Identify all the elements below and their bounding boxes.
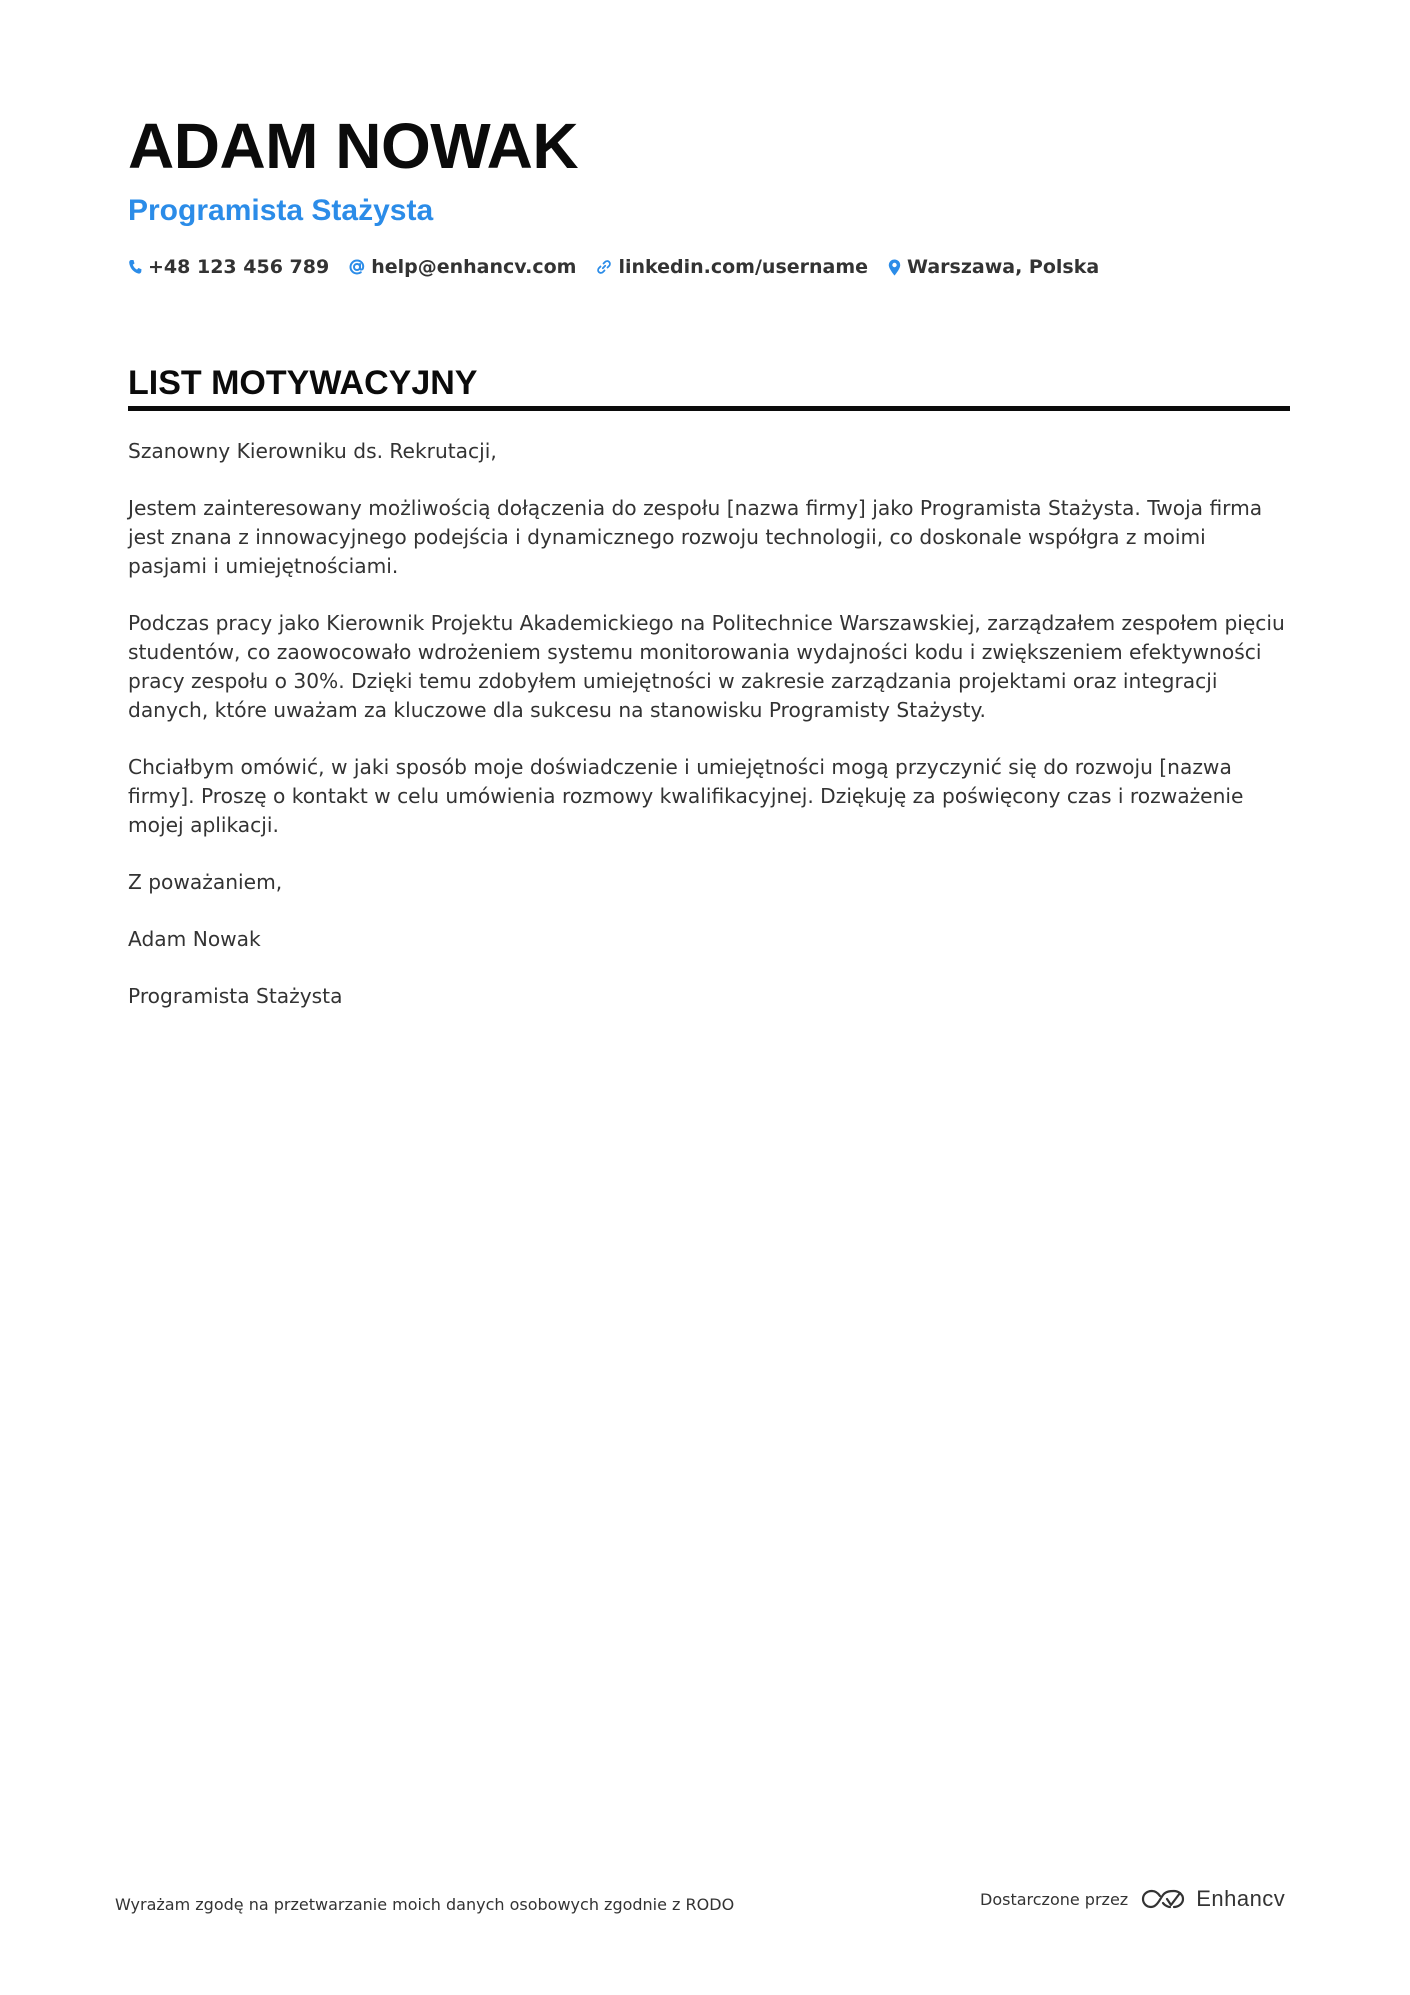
at-icon <box>349 259 371 275</box>
contact-linkedin-text: linkedin.com/username <box>618 256 869 278</box>
contact-location <box>888 256 1099 278</box>
powered-by-label: Dostarczone przez <box>980 1889 1129 1909</box>
letter-closing: Z poważaniem, <box>128 870 283 894</box>
letter-paragraph: Podczas pracy jako Kierownik Projektu Akademickiego na Politechnice Warszawskiej, zarządzałem zespołem pięciu studentów, co zaowocowało wdrożeniem systemu monitorowania wydajności kodu i zwiększeniem efektywności pracy zespołu o 30%. Dzięki temu zdobyłem umiejętności w zakresie zarządzania projektami oraz integracji danych, które uważam za kluczowe dla sukcesu na stanowisku Programisty Stażysty. <box>128 611 1285 722</box>
signature-name: Adam Nowak <box>128 927 261 951</box>
letter-paragraph: Chciałbym omówić, w jaki sposób moje doświadczenie i umiejętności mogą przyczynić się do rozwoju [nazwa firmy]. Proszę o kontakt w celu umówienia rozmowy kwalifikacyjnej. Dziękuję za poświęcony czas i rozważenie mojej aplikacji. <box>128 755 1244 837</box>
signature-title: Programista Stażysta <box>128 984 343 1008</box>
gdpr-consent-note: Wyrażam zgodę na przetwarzanie moich danych osobowych zgodnie z RODO <box>115 1895 735 1914</box>
letter-paragraph: Jestem zainteresowany możliwością dołączenia do zespołu [nazwa firmy] jako Programista Stażysta. Twoja firma jest znana z innowacyjnego podejścia i dynamicznego rozwoju technologii, co doskonale współgra z moimi pasjami i umiejętnościami. <box>128 496 1263 578</box>
location-pin-icon <box>888 259 907 276</box>
contact-email[interactable] <box>349 256 576 278</box>
contact-phone <box>128 256 329 278</box>
link-icon <box>596 259 618 275</box>
section-divider <box>128 406 1290 411</box>
enhancv-brand: Enhancv <box>1196 1886 1286 1911</box>
letter-body <box>128 437 1290 1011</box>
section-heading: LIST MOTYWACYJNY <box>128 364 478 402</box>
job-title: Programista Stażysta <box>128 194 434 227</box>
contact-bar <box>128 252 1290 282</box>
contact-linkedin[interactable] <box>596 256 868 278</box>
contact-email-text: help@enhancv.com <box>371 256 577 278</box>
phone-icon <box>128 259 148 275</box>
contact-location-text: Warszawa, Polska <box>907 256 1100 278</box>
contact-phone-text: +48 123 456 789 <box>148 256 330 278</box>
cover-letter-page <box>128 108 1290 1039</box>
powered-by[interactable] <box>980 1886 1285 1912</box>
applicant-name: ADAM NOWAK <box>128 110 579 182</box>
letter-salutation: Szanowny Kierowniku ds. Rekrutacji, <box>128 439 497 463</box>
enhancv-logo-icon <box>1140 1887 1186 1911</box>
